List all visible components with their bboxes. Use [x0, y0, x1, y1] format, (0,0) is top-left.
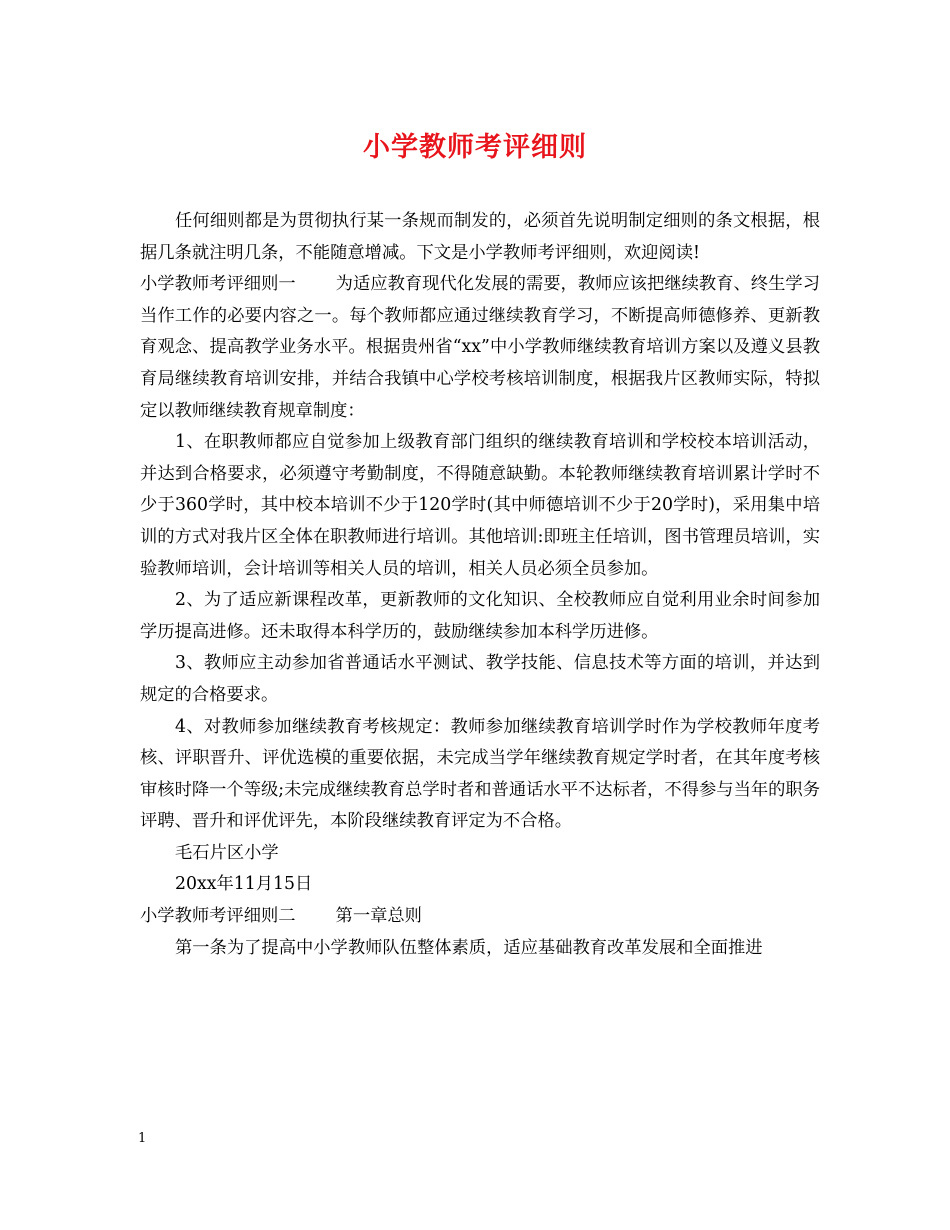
section1-paragraph — [140, 269, 820, 427]
section2-chapter: 第一章总则 — [335, 906, 422, 927]
item-4: 4、对教师参加继续教育考核规定：教师参加继续教育培训学时作为学校教师年度考核、评职晋升、评优选模的重要依据，未完成当学年继续教育规定学时者，在其年度考核审核时降一个等级;未完成继续教育总学时者和普通话水平不达标者，不得参与当年的职务评聘、晋升和评优评先，本阶段继续教育评定为不合格。 — [140, 716, 820, 832]
section1-heading: 小学教师考评细则一 — [140, 274, 296, 295]
signature-date: 20xx年11月15日 — [175, 874, 313, 895]
page-number: 1 — [138, 1131, 147, 1146]
item-2: 2、为了适应新课程改革，更新教师的文化知识、全校教师应自觉利用业余时间参加学历提高进修。还未取得本科学历的，鼓励继续参加本科学历进修。 — [140, 590, 820, 642]
intro-paragraph: 任何细则都是为贯彻执行某一条规而制发的，必须首先说明制定细则的条文根据，根据几条就注明几条，不能随意增减。下文是小学教师考评细则，欢迎阅读! — [140, 211, 820, 263]
document-title: 小学教师考评细则 — [363, 132, 587, 163]
article-1: 第一条为了提高中小学教师队伍整体素质，适应基础教育改革发展和全面推进 — [175, 937, 763, 958]
section2-paragraph — [140, 901, 820, 933]
section2-heading: 小学教师考评细则二 — [140, 906, 296, 927]
document-body — [140, 206, 820, 964]
item-3: 3、教师应主动参加省普通话水平测试、教学技能、信息技术等方面的培训，并达到规定的合格要求。 — [140, 653, 820, 705]
section1-lead: 为适应教育现代化发展的需要，教师应该把继续教育、终生学习当作工作的必要内容之一。每个教师都应通过继续教育学习，不断提高师德修养、更新教育观念、提高教学业务水平。根据贵州省“xx”中小学教师继续教育培训方案以及遵义县教育局继续教育培训安排，并结合我镇中心学校考核培训制度，根据我片区教师实际，特拟定以教师继续教育规章制度： — [140, 274, 820, 421]
item-1: 1、在职教师都应自觉参加上级教育部门组织的继续教育培训和学校校本培训活动，并达到合格要求，必须遵守考勤制度，不得随意缺勤。本轮教师继续教育培训累计学时不少于360学时，其中校本培训不少于120学时(其中师德培训不少于20学时)，采用集中培训的方式对我片区全体在职教师进行培训。其他培训:即班主任培训，图书管理员培训，实验教师培训，会计培训等相关人员的培训，相关人员必须全员参加。 — [140, 432, 820, 579]
signature-org: 毛石片区小学 — [175, 842, 279, 863]
